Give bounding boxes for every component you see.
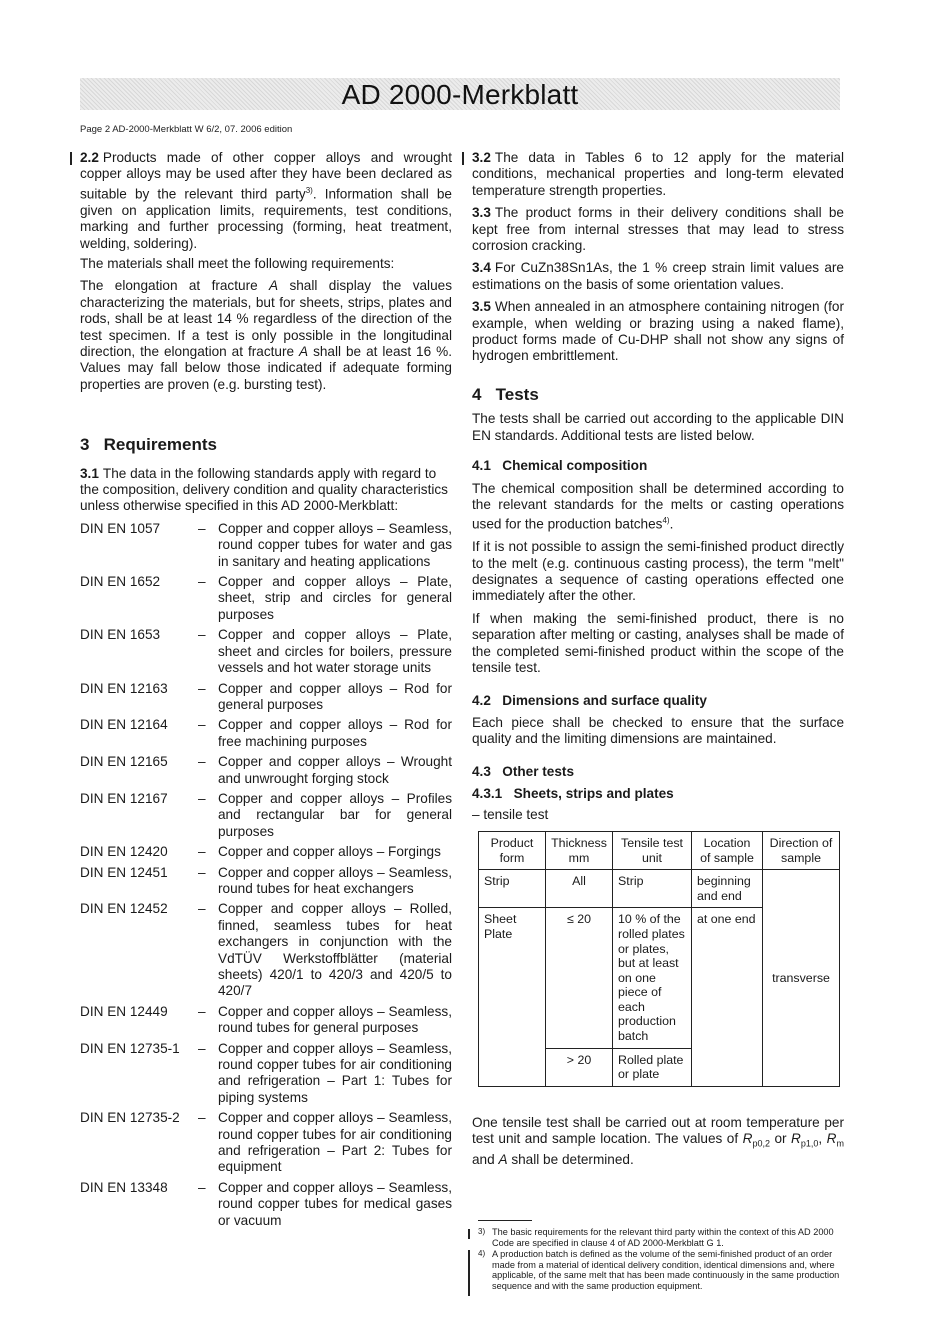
paragraph-3-4: 3.4 For CuZn38Sn1As, the 1 % creep strain limit values are estimations on the basis of some orientation values. (472, 260, 844, 292)
cell-direction: transverse (763, 870, 840, 1087)
standard-row: DIN EN 12735-2 – Copper and copper alloys – Seamless, round copper tubes for air conditioning and refrigeration – Part 2: Tubes for equipment (80, 1110, 452, 1175)
standard-row: DIN EN 12449 – Copper and copper alloys – Seamless, round tubes for general purposes (80, 1003, 452, 1036)
left-column (80, 150, 452, 1233)
standard-row: DIN EN 12164 – Copper and copper alloys – Rod for free machining purposes (80, 717, 452, 749)
paragraph-requirements-intro: The materials shall meet the following requirements: (80, 255, 395, 271)
standard-row: DIN EN 1057 – Copper and copper alloys – Seamless, round copper tubes for water and gas in sanitary and heating applications (80, 520, 452, 569)
paragraph-4-1-c: If when making the semi-finished product, there is no separation after melting or casting, analyses shall be made of the completed semi-finished product within the scope of the tensile test. (472, 610, 844, 676)
table-row: > 20 Rolled plate or plate (479, 1048, 840, 1086)
paragraph-4-intro: The tests shall be carried out according to the applicable DIN EN standards. Additional tests are listed below. (472, 411, 844, 443)
bullet-tensile-test: – tensile test (472, 806, 549, 822)
paragraph-3-3: 3.3 The product forms in their delivery conditions shall be kept free from internal stresses that may lead to stress corrosion cracking. (472, 205, 844, 254)
paragraph-4-1-b: If it is not possible to assign the semi-finished product directly to the melt (e.g. continuous casting process), the term "melt" designates a sequence of casting operations effected one immediately after the other. (472, 539, 844, 604)
paragraph-3-5: 3.5 When annealed in an atmosphere containing nitrogen (for example, when welding or brazing using a naked flame), product forms made of Cu-DHP shall not show any signs of hydrogen embrittlement. (472, 299, 844, 364)
header-tensile-unit: Tensile test unit (613, 831, 692, 869)
section-4-3-heading: 4.3 Other tests (472, 763, 575, 779)
table-row: Strip All Strip beginning and end transverse (479, 870, 840, 908)
section-4-1-heading: 4.1 Chemical composition (472, 458, 648, 474)
paragraph-elongation: The elongation at fracture A shall display the values characterizing the materials, but for sheets, strips, plates and rods, shall be at least 14 % regardless of the direction of the test specimen. If a test is only possible in the longitudinal direction, the elongation at fracture A shall be at least 16 %. Values may fall below those indicated if adequate forming properties are proven (e.g. bursting test). (80, 278, 452, 392)
table-row: Sheet Plate ≤ 20 10 % of the rolled plates or plates, but at least on one piece of each production batch at one end (479, 908, 840, 1048)
paragraph-2-2: 2.2 Products made of other copper alloys and wrought copper alloys may be used after they have been declared as suitable by the relevant third party$^{3)}$. Information shall be given on application limits, requirements, test conditions, marking and further processing (forming, heat treatment, welding, soldering). (80, 150, 452, 251)
header-direction: Direction of sample (763, 831, 840, 869)
footnote-3: 3) The basic requirements for the relevant third party within the context of this AD 2000 Code are specified in clause 4 of AD 2000-Merkblatt G 1. (478, 1227, 834, 1248)
change-bar (468, 1229, 470, 1239)
document-title-banner (80, 78, 840, 110)
standard-row: DIN EN 12735-1 – Copper and copper alloys – Seamless, round copper tubes for air conditioning and refrigeration – Part 1: Tubes for piping systems (80, 1040, 452, 1105)
paragraph-3-1: 3.1 The data in the following standards apply with regard to the composition, delivery condition and quality characteristics unless otherwise specified in this AD 2000-Merkblatt: (80, 465, 448, 514)
footnote-ref-4[interactable]: 4) (662, 516, 670, 526)
section-3-heading: 3 Requirements (80, 435, 218, 455)
standard-row: DIN EN 12451 – Copper and copper alloys – Seamless, round tubes for heat exchangers (80, 864, 452, 896)
standard-row: DIN EN 12452 – Copper and copper alloys – Rolled, finned, seamless tubes for heat exchangers in conjunction with the VdTÜV Werkstoffblätter (material sheets) 420/1 to 420/3 and 420/5 to 420/7 (80, 901, 452, 999)
standards-list (80, 521, 452, 1229)
footnote-separator (478, 1220, 532, 1221)
standard-row: DIN EN 1653 – Copper and copper alloys – Plate, sheet and circles for boilers, pressure vessels and hot water storage units (80, 627, 452, 676)
paragraph-3-2: 3.2 The data in Tables 6 to 12 apply for the material conditions, mechanical properties and long-term elevated temperature strength properties. (472, 150, 844, 198)
standard-row: DIN EN 13348 – Copper and copper alloys – Seamless, round copper tubes for medical gases or vacuum (80, 1179, 452, 1228)
section-4-heading: 4 Tests (472, 384, 539, 404)
standard-row: DIN EN 12167 – Copper and copper alloys – Profiles and rectangular bar for general purposes (80, 790, 452, 839)
standard-row: DIN EN 12163 – Copper and copper alloys – Rod for general purposes (80, 680, 452, 712)
section-4-3-1-heading: 4.3.1 Sheets, strips and plates (472, 786, 674, 802)
change-bar (468, 1250, 470, 1296)
footnote-ref-3[interactable]: 3) (305, 185, 313, 195)
header-product-form: Product form (479, 831, 546, 869)
paragraph-4-2: Each piece shall be checked to ensure that the surface quality and the limiting dimensions are maintained. (472, 714, 844, 747)
document-title: AD 2000-Merkblatt (341, 79, 579, 110)
footnote-4: 4) A production batch is defined as the volume of the semi-finished product of an order made from a material of identical delivery condition, identical dimensions and, where applicable, of the same melt that has been made continuously in the same production sequence and with the same production equipment. (478, 1249, 840, 1291)
header-thickness: Thickness mm (546, 831, 613, 869)
standard-row: DIN EN 1652 – Copper and copper alloys – Plate, sheet, strip and circles for general purposes (80, 574, 452, 622)
paragraph-tensile-values: One tensile test shall be carried out at room temperature per test unit and sample location. The values of $R_{p0,2}$ or $R_{p1,0}$, $R_m$ and A shall be determined. (472, 1114, 844, 1168)
table-header-row (479, 831, 840, 869)
tensile-test-table (478, 831, 840, 1087)
paragraph-4-1-a: The chemical composition shall be determined according to the relevant standards for the melts or casting operations used for the production batches$^{4)}$. (472, 480, 844, 532)
header-location: Location of sample (692, 831, 763, 869)
section-4-2-heading: 4.2 Dimensions and surface quality (472, 692, 707, 708)
standard-row: DIN EN 12165 – Copper and copper alloys – Wrought and unwrought forging stock (80, 754, 452, 786)
right-column (472, 150, 844, 1175)
standard-row: DIN EN 12420 – Copper and copper alloys – Forgings (80, 844, 441, 860)
page-info: Page 2 AD-2000-Merkblatt W 6/2, 07. 2006 edition (80, 124, 293, 135)
